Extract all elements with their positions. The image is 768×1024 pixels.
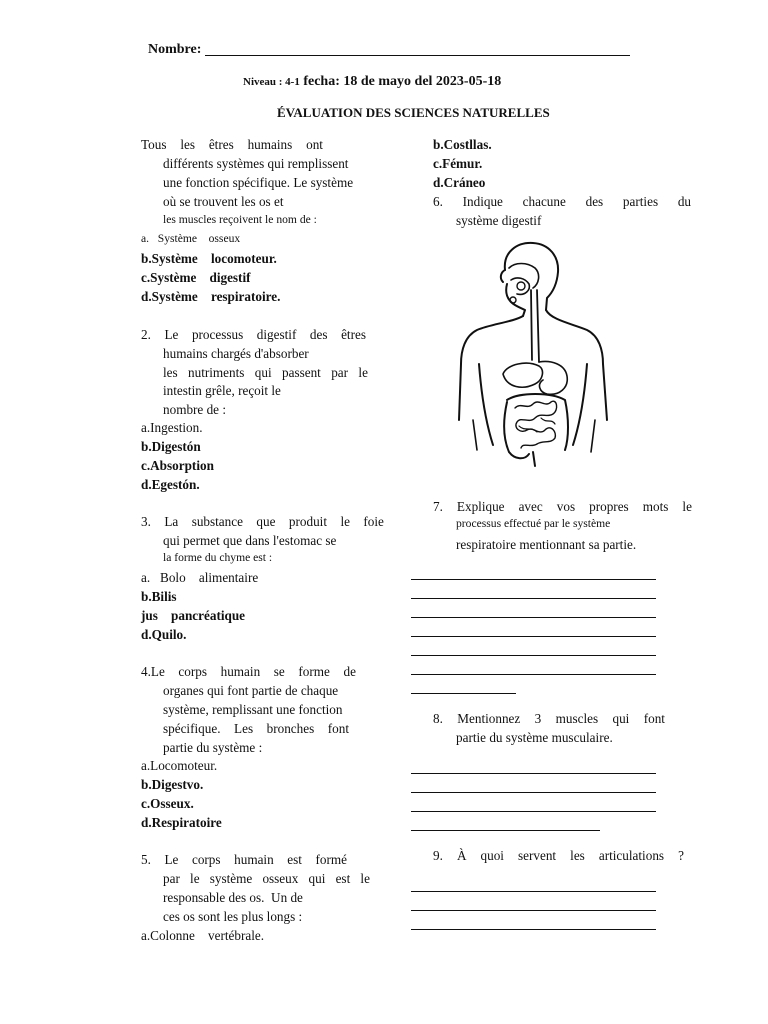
q8-line-2: partie du système musculaire. (456, 730, 613, 745)
right-torso (573, 364, 587, 445)
q4-line-5: partie du système : (163, 740, 263, 755)
q1-line-5: les muscles reçoivent le nom de : (163, 213, 317, 226)
q5-option-a: a.Colonne vertébrale. (141, 928, 265, 943)
esophagus (531, 290, 532, 360)
q1-option-c: c.Système digestif (141, 270, 251, 285)
q9-answer-line[interactable] (411, 891, 656, 892)
q5-option-d: d.Cráneo (433, 175, 486, 190)
q5-option-b: b.Costllas. (433, 137, 492, 152)
q3-line-2: qui permet que dans l'estomac se (163, 533, 337, 548)
salivary-gland (517, 282, 525, 290)
q3-option-a: a. Bolo alimentaire (141, 570, 259, 585)
right-arm-inner (591, 420, 595, 452)
q7-answer-line[interactable] (411, 617, 656, 618)
page-title: ÉVALUATION DES SCIENCES NATURELLES (277, 105, 550, 120)
q7-answer-line[interactable] (411, 693, 516, 694)
left-shoulder-arm (459, 316, 523, 420)
q2-option-c: c.Absorption (141, 458, 214, 473)
q4-option-a: a.Locomoteur. (141, 758, 218, 773)
q4-line-1: 4.Le corps humain se forme de (141, 664, 356, 679)
q9-answer-line[interactable] (411, 910, 656, 911)
nasal-cavity (509, 264, 539, 289)
q5-line-3: responsable des os. Un de (163, 890, 303, 905)
name-field (148, 42, 630, 58)
digestive-system-illustration (455, 240, 615, 480)
left-torso (479, 364, 493, 445)
q2-line-4: intestin grêle, reçoit le (163, 383, 281, 398)
small-intestine (515, 401, 557, 448)
q2-line-3: les nutriments qui passent par le (163, 365, 368, 380)
q2-option-a: a.Ingestion. (141, 420, 203, 435)
q8-answer-line[interactable] (411, 811, 656, 812)
q4-line-2: organes qui font partie de chaque (163, 683, 339, 698)
q2-line-1: 2. Le processus digestif des êtres (141, 327, 366, 342)
q9-answer-line[interactable] (411, 929, 656, 930)
niveau-label: Niveau : 4-1 (243, 76, 300, 88)
q6-line-2: système digestif (456, 213, 542, 228)
mouth (511, 278, 529, 294)
q7-line-2: processus effectué par le système (456, 517, 611, 530)
q3-option-c: jus pancréatique (141, 608, 246, 623)
q8-answer-line[interactable] (411, 792, 656, 793)
q3-option-b: b.Bilis (141, 589, 177, 604)
q5-line-2: par le système osseux qui est le (163, 871, 370, 886)
q8-answer-line[interactable] (411, 830, 600, 831)
q7-answer-line[interactable] (411, 674, 656, 675)
q3-line-1: 3. La substance que produit le foie (141, 514, 384, 529)
q1-line-1: Tous les êtres humains ont (141, 137, 323, 152)
right-shoulder-arm (546, 310, 607, 420)
rectum (533, 452, 535, 466)
q9-line-1: 9. À quoi servent les articulations ? (433, 848, 684, 863)
q8-answer-line[interactable] (411, 773, 656, 774)
q1-option-a: a. Système osseux (141, 232, 241, 245)
ear (501, 270, 505, 282)
q7-line-3: respiratoire mentionnant sa partie. (456, 537, 637, 552)
q1-option-b: b.Système locomoteur. (141, 251, 277, 266)
q1-line-4: où se trouvent les os et (163, 194, 284, 209)
q3-line-3: la forme du chyme est : (163, 551, 273, 564)
q6-line-1: 6. Indique chacune des parties du (433, 194, 691, 209)
q4-option-d: d.Respiratoire (141, 815, 222, 830)
date-label: fecha: 18 de mayo del 2023-05-18 (303, 74, 502, 89)
q4-option-c: c.Osseux. (141, 796, 194, 811)
q4-line-4: spécifique. Les bronches font (163, 721, 349, 736)
name-underline (205, 55, 630, 56)
q7-line-1: 7. Explique avec vos propres mots le (433, 499, 692, 514)
header-date-line (243, 74, 501, 90)
q4-line-3: système, remplissant une fonction (163, 702, 343, 717)
q1-line-2: différents systèmes qui remplissent (163, 156, 349, 171)
liver (503, 363, 542, 387)
stomach (539, 362, 567, 395)
large-intestine (504, 402, 529, 458)
q8-line-1: 8. Mentionnez 3 muscles qui font (433, 711, 665, 726)
q2-option-d: d.Egestón. (141, 477, 200, 492)
q2-line-2: humains chargés d'absorber (163, 346, 309, 361)
q1-line-3: une fonction spécifique. Le système (163, 175, 354, 190)
q5-option-c: c.Fémur. (433, 156, 483, 171)
q5-line-1: 5. Le corps humain est formé (141, 852, 347, 867)
esophagus (537, 290, 539, 362)
salivary-gland (510, 297, 516, 303)
q3-option-d: d.Quilo. (141, 627, 187, 642)
q1-option-d: d.Système respiratoire. (141, 289, 281, 304)
left-arm-inner (473, 420, 477, 450)
q7-answer-line[interactable] (411, 655, 656, 656)
q2-option-b: b.Digestón (141, 439, 201, 454)
q2-line-5: nombre de : (163, 402, 226, 417)
name-label: Nombre: (148, 42, 202, 57)
q4-option-b: b.Digestvo. (141, 777, 204, 792)
q7-answer-line[interactable] (411, 579, 656, 580)
q5-line-4: ces os sont les plus longs : (163, 909, 303, 924)
q7-answer-line[interactable] (411, 636, 656, 637)
q7-answer-line[interactable] (411, 598, 656, 599)
